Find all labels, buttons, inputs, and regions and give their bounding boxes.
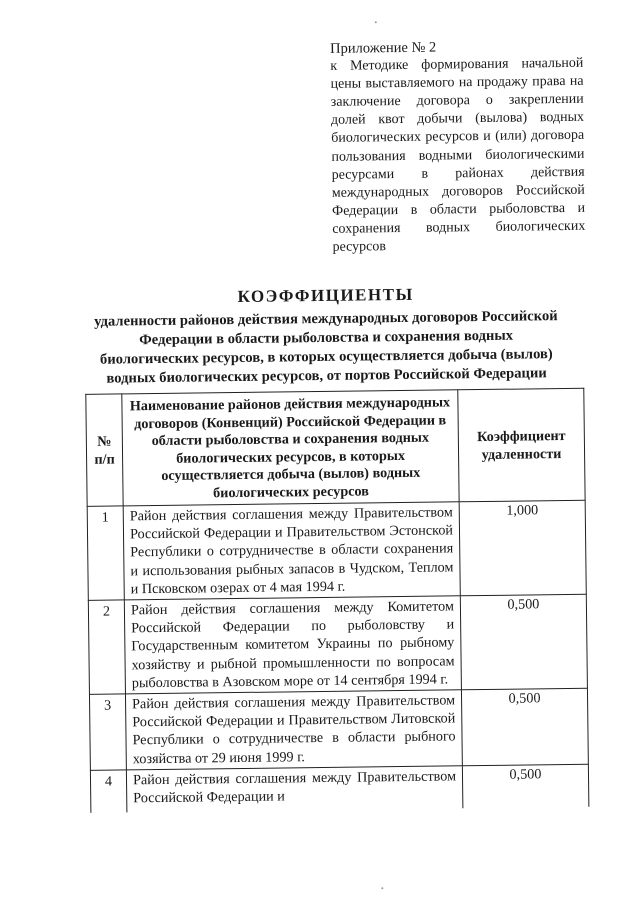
document-heading	[88, 281, 564, 389]
row-number: 1	[87, 506, 124, 600]
row-name: Район действия соглашения между Правительством Российской Федерации и	[126, 766, 462, 813]
row-coefficient: 0,500	[462, 764, 589, 808]
row-number: 3	[89, 694, 126, 770]
column-header-coefficient: Коэффициент удаленности	[458, 388, 585, 502]
appendix-title: Приложение № 2	[330, 39, 437, 57]
column-header-name: Наименование районов действия международных договоров (Конвенций) Российской Федерации в области рыболовства и сохранения водных биологических ресурсов, в которых осуществляется добыча (вылов) водных биологических ресурсов	[122, 390, 459, 506]
coefficients-table	[85, 388, 589, 813]
table-row	[89, 688, 588, 770]
heading-title: КОЭФФИЦИЕНТЫ	[237, 284, 414, 306]
row-coefficient: 0,500	[461, 688, 588, 765]
table-row	[88, 594, 587, 694]
row-name: Район действия соглашения между Правительством Российской Федерации и Правительством Литовской Республики о сотрудничестве в области рыбного хозяйства от 29 июня 1999 г.	[125, 690, 462, 770]
table-row	[87, 500, 586, 600]
table-header-row	[86, 388, 585, 506]
table-row	[90, 764, 588, 813]
scan-speck	[381, 887, 383, 889]
column-header-number: № п/п	[86, 394, 123, 506]
heading-subtitle: удаленности районов действия международных договоров Российской Федерации в области рыболовства и сохранения водных биологических ресурсов, в которых осуществляется добыча (вылов) водных биологических ресурсов, от портов Российской Федерации	[94, 308, 558, 387]
row-name: Район действия соглашения между Правительством Российской Федерации и Правительством Эстонской Республики о сотрудничестве в области сохранения и использования рыбных запасов в Чудском, Теплом и Псковском озерах от 4 мая 1994 г.	[123, 502, 460, 600]
row-number: 2	[88, 600, 125, 694]
appendix-text: к Методике формирования начальной цены выставляемого на продажу права на заключение договора о закреплении долей квот добычи (вылова) водных биологических ресурсов и (или) договора пользования водными биологическими ресурсами в районах действия международных договоров Российской Федерации в области рыболовства и сохранения водных биологических ресурсов	[330, 55, 586, 255]
appendix-block	[330, 37, 586, 257]
row-number: 4	[90, 770, 127, 813]
row-coefficient: 1,000	[459, 500, 586, 596]
row-name: Район действия соглашения между Комитетом Российской Федерации по рыболовству и Государственным комитетом Украины по рыбному хозяйству и рыбной промышленности по вопросам рыболовства в Азовском море от 14 сентября 1994 г.	[124, 596, 461, 694]
scan-speck	[375, 21, 377, 23]
row-coefficient: 0,500	[460, 594, 587, 690]
